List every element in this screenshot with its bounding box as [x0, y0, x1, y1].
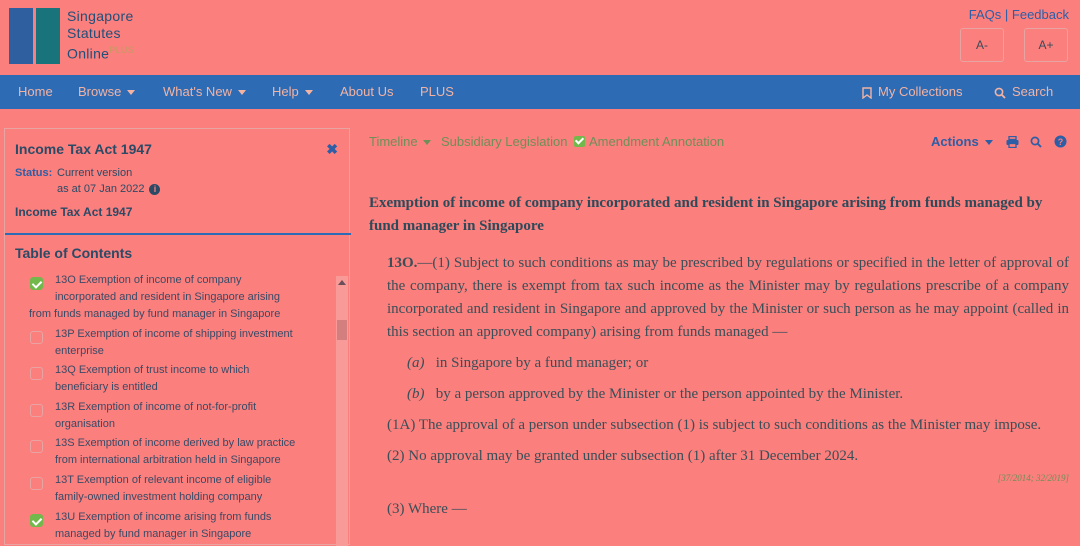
nav-my-collections[interactable]: [862, 75, 963, 109]
toc-item-13o[interactable]: [55, 272, 280, 306]
close-icon[interactable]: ✖: [326, 141, 338, 157]
feedback-link[interactable]: Feedback: [1011, 7, 1069, 22]
section-heading: Exemption of income of company incorporated and resident in Singapore arising from funds managed by fund manager in Singapore: [369, 195, 1043, 234]
chevron-down-icon: [238, 90, 246, 95]
toc-item-line: beneficiary is entitled: [55, 381, 158, 393]
toc-item-line: from international arbitration held in Singapore: [55, 454, 281, 466]
svg-text:?: ?: [1057, 137, 1064, 147]
chevron-down-icon: [305, 90, 313, 95]
toc-checkbox[interactable]: [30, 331, 43, 344]
chevron-down-icon: [985, 140, 993, 145]
toc-item-line: enterprise: [55, 345, 104, 357]
print-icon[interactable]: [1006, 136, 1019, 148]
logo-plus: PLUS: [109, 45, 134, 55]
top-links: [969, 7, 1069, 22]
toc-item-line: 13U Exemption of income arising from funds: [55, 511, 272, 523]
nav-browse[interactable]: [78, 75, 135, 109]
info-icon[interactable]: i: [149, 184, 160, 195]
actions-label: Actions: [931, 134, 979, 149]
toc-item-line: 13T Exemption of relevant income of eligible: [55, 474, 272, 486]
nav-plus[interactable]: [420, 75, 454, 109]
amendment-annotation-label: Amendment Annotation: [589, 134, 725, 149]
subsidiary-legislation-link[interactable]: Subsidiary Legislation: [441, 134, 568, 149]
document-toolbar: [369, 128, 1069, 156]
table-of-contents-panel: [4, 128, 350, 545]
toc-checkbox[interactable]: [30, 477, 43, 490]
toc-item-line: 13R Exemption of income of not-for-profit: [55, 401, 257, 413]
status-value: Current version: [57, 167, 133, 179]
nav-home-label: Home: [18, 84, 53, 99]
nav-my-collections-label: My Collections: [878, 84, 963, 99]
subsection-3: (3) Where —: [387, 501, 467, 517]
timeline-dropdown[interactable]: [369, 134, 431, 149]
amendment-annotation-toggle[interactable]: [574, 134, 724, 149]
toc-title: Table of Contents: [15, 245, 133, 261]
logo-text: [67, 8, 134, 63]
subsection-1-text: —(1) Subject to such conditions as may be prescribed by regulations or specified in the letter of approval of the company, there is exempt from tax such income as the Minister may by regulations prescribe of a company incorporated and resident in Singapore and approved by the Minister or such person as he may appoint (called in this section an approved company) arising from funds managed —: [387, 255, 1069, 340]
status-date: [57, 183, 160, 195]
paragraph-b-text: by a person approved by the Minister or the person appointed by the Minister.: [435, 386, 904, 402]
bookmark-icon: [862, 87, 872, 99]
divider: [5, 233, 351, 235]
main-nav: [0, 75, 1080, 109]
section-13o-subsection-1: [369, 252, 1069, 344]
toc-item-13r[interactable]: [55, 399, 256, 433]
toc-item-13u[interactable]: [55, 509, 271, 543]
toc-item-line: 13O Exemption of income of company: [55, 274, 242, 286]
paragraph-b-label: (b): [407, 386, 425, 402]
nav-help-label: Help: [272, 84, 299, 99]
nav-plus-label: PLUS: [420, 84, 454, 99]
logo-mark-icon: [9, 8, 61, 64]
chevron-down-icon: [423, 140, 431, 145]
paragraph-a: [369, 352, 1069, 375]
toc-item-line: 13S Exemption of income derived by law practice: [55, 437, 296, 449]
scroll-up-icon[interactable]: [338, 280, 346, 285]
subsection-2: (2) No approval may be granted under subsection (1) after 31 December 2024.: [387, 448, 859, 464]
toc-checkbox[interactable]: [30, 514, 43, 527]
nav-browse-label: Browse: [78, 84, 122, 99]
toc-checkbox[interactable]: [30, 404, 43, 417]
nav-whats-new[interactable]: [163, 75, 246, 109]
toc-item-13s[interactable]: [55, 435, 295, 469]
scroll-thumb[interactable]: [337, 320, 347, 340]
toc-item-13p[interactable]: [55, 326, 293, 360]
actions-dropdown[interactable]: [931, 134, 993, 149]
section-number: 13O.: [387, 255, 418, 271]
toc-scrollbar[interactable]: [336, 276, 348, 546]
toc-item-13q[interactable]: [55, 362, 249, 396]
site-logo[interactable]: [9, 8, 134, 64]
chevron-down-icon: [127, 90, 135, 95]
timeline-label: Timeline: [369, 134, 418, 149]
nav-search[interactable]: [994, 75, 1053, 109]
toc-item-13t[interactable]: [55, 472, 271, 506]
amendment-reference[interactable]: [37/2014; 32/2019]: [997, 473, 1069, 483]
separator: |: [1004, 7, 1009, 22]
font-decrease-button[interactable]: A-: [960, 28, 1004, 62]
logo-line-3: Online: [67, 45, 110, 62]
toc-item-line: organisation: [55, 418, 115, 430]
nav-home[interactable]: [18, 75, 53, 109]
toc-checkbox[interactable]: [30, 440, 43, 453]
status-label: Status:: [15, 167, 53, 179]
paragraph-b: [369, 383, 1069, 406]
search-icon[interactable]: [1030, 136, 1042, 148]
nav-whats-new-label: What's New: [163, 84, 232, 99]
document-content: [369, 192, 1069, 529]
nav-help[interactable]: [272, 75, 313, 109]
search-icon: [994, 87, 1006, 99]
faqs-link[interactable]: FAQs: [968, 7, 1002, 22]
toc-item-line: incorporated and resident in Singapore arising: [55, 291, 281, 303]
site-header: [0, 0, 1080, 75]
toc-item-line[interactable]: from funds managed by fund manager in Singapore: [29, 308, 281, 320]
toc-item-line: family-owned investment holding company: [55, 491, 263, 503]
nav-about-label: About Us: [340, 84, 394, 99]
act-name[interactable]: Income Tax Act 1947: [15, 205, 133, 219]
subsection-1a: (1A) The approval of a person under subsection (1) is subject to such conditions as the Minister may impose.: [387, 417, 1042, 433]
toc-item-line: 13P Exemption of income of shipping investment: [55, 328, 293, 340]
nav-search-label: Search: [1012, 84, 1054, 99]
checkbox-checked-icon[interactable]: [574, 136, 585, 147]
help-icon[interactable]: [1054, 135, 1067, 148]
paragraph-a-label: (a): [407, 355, 425, 371]
logo-line-2: Statutes: [67, 25, 121, 41]
toc-checkbox[interactable]: [30, 367, 43, 380]
paragraph-a-text: in Singapore by a fund manager; or: [435, 355, 649, 371]
toc-item-line: managed by fund manager in Singapore: [55, 528, 252, 540]
logo-line-1: Singapore: [67, 8, 134, 24]
toc-item-line: 13Q Exemption of trust income to which: [55, 364, 250, 376]
nav-about[interactable]: [340, 75, 393, 109]
status-date-text: as at 07 Jan 2022: [57, 183, 145, 195]
toc-checkbox[interactable]: [30, 277, 43, 290]
font-increase-button[interactable]: A+: [1024, 28, 1068, 62]
panel-title: Income Tax Act 1947: [15, 141, 152, 157]
